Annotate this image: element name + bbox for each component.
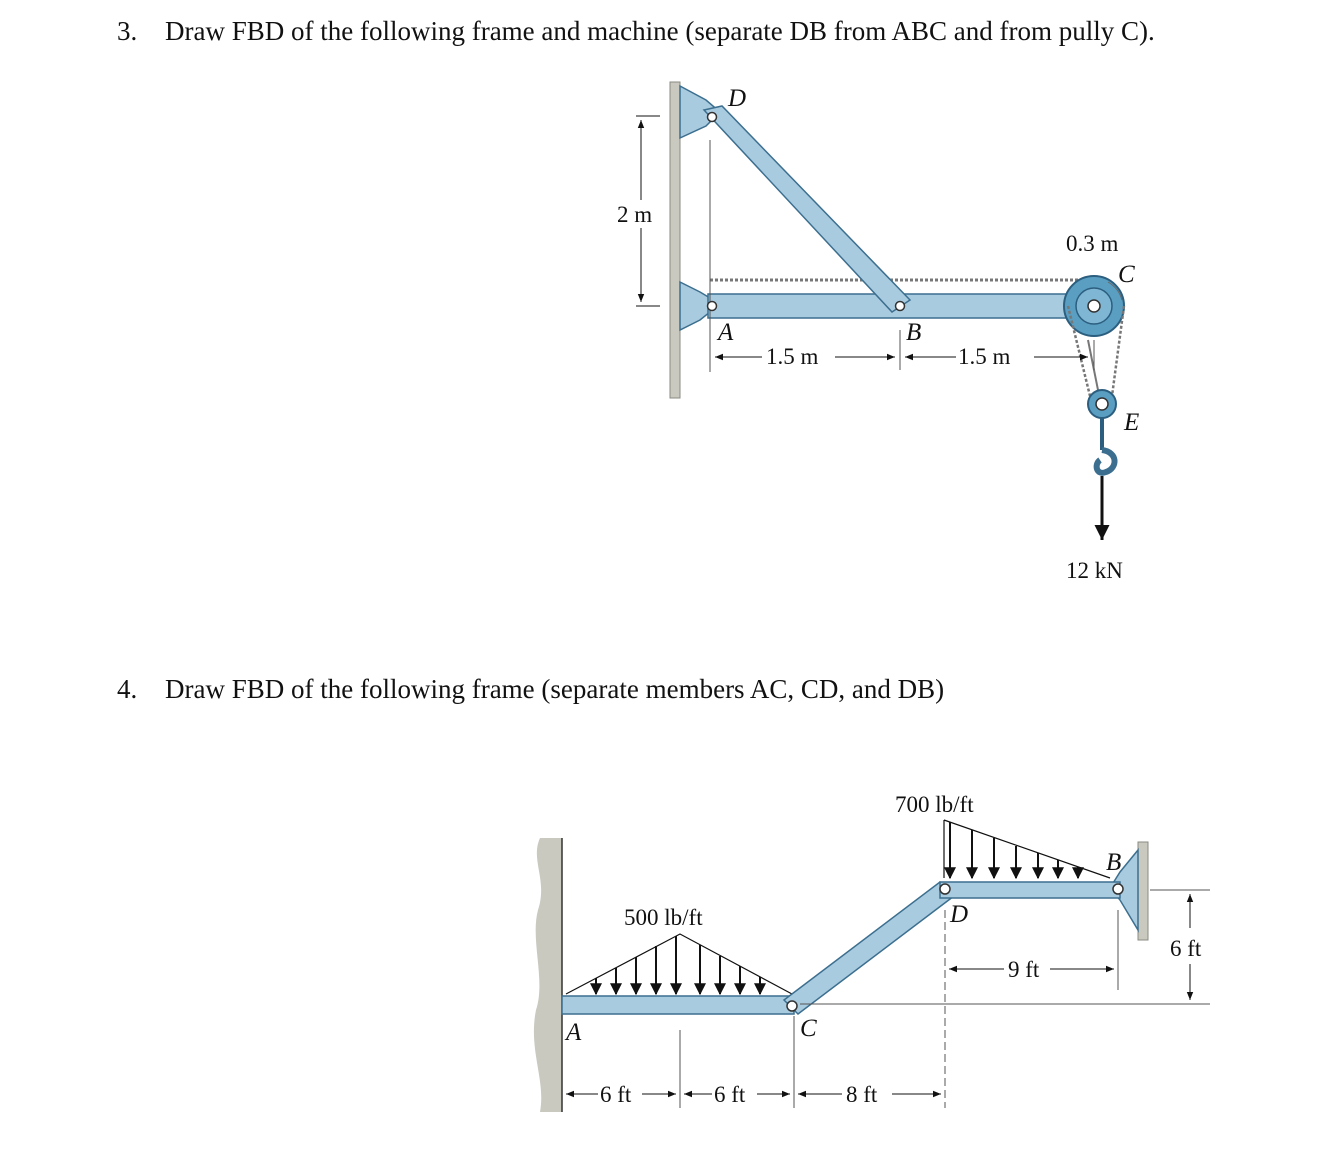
pin-b-4 — [1113, 884, 1123, 894]
pin-b — [896, 302, 905, 311]
label-b-4: B — [1106, 849, 1122, 876]
question-3-text: Draw FBD of the following frame and machine (separate DB from ABC and from pully C). — [165, 16, 1155, 46]
label-a-4: A — [566, 1019, 582, 1046]
label-d-4: D — [950, 901, 969, 928]
dim-0.3m: 0.3 m — [1066, 231, 1119, 256]
label-e-3: E — [1124, 409, 1140, 436]
pin-c-4 — [787, 1001, 797, 1011]
pin-d-4 — [940, 884, 950, 894]
label-c-4: C — [800, 1015, 817, 1042]
label-c-3: C — [1118, 261, 1135, 288]
dim-6ft-2: 6 ft — [714, 1082, 746, 1107]
wall-left-4 — [534, 838, 562, 1112]
load-12kn: 12 kN — [1066, 558, 1123, 583]
dim-9ft: 9 ft — [1008, 957, 1040, 982]
hook — [1097, 450, 1115, 473]
load-triangle — [566, 934, 792, 994]
member-cd — [784, 882, 954, 1014]
member-db-4 — [940, 882, 1120, 898]
figure-4 — [534, 792, 1210, 1112]
pin-d — [708, 113, 717, 122]
label-d-3: D — [728, 85, 747, 112]
load-arrows-linear — [950, 822, 1078, 878]
dim-1.5m-bc: 1.5 m — [958, 344, 1011, 369]
question-3-number: 3. — [117, 16, 138, 46]
dim-8ft: 8 ft — [846, 1082, 878, 1107]
dim-2m: 2 m — [617, 202, 653, 227]
question-4-text: Draw FBD of the following frame (separate members AC, CD, and DB) — [165, 674, 945, 704]
question-4-number: 4. — [117, 674, 138, 704]
dim-6ft-1: 6 ft — [600, 1082, 632, 1107]
pin-a — [708, 302, 717, 311]
load-linear — [944, 820, 1110, 878]
member-ac — [562, 996, 794, 1014]
wall-3 — [670, 82, 680, 398]
label-b-3: B — [906, 319, 922, 346]
dim-6ft-rise: 6 ft — [1170, 936, 1202, 961]
load-500: 500 lb/ft — [624, 905, 703, 930]
label-a-3: A — [718, 319, 734, 346]
wall-right-4 — [1138, 842, 1148, 940]
figure-3 — [617, 82, 1139, 583]
load-700: 700 lb/ft — [895, 792, 974, 817]
dim-1.5m-ab: 1.5 m — [766, 344, 819, 369]
